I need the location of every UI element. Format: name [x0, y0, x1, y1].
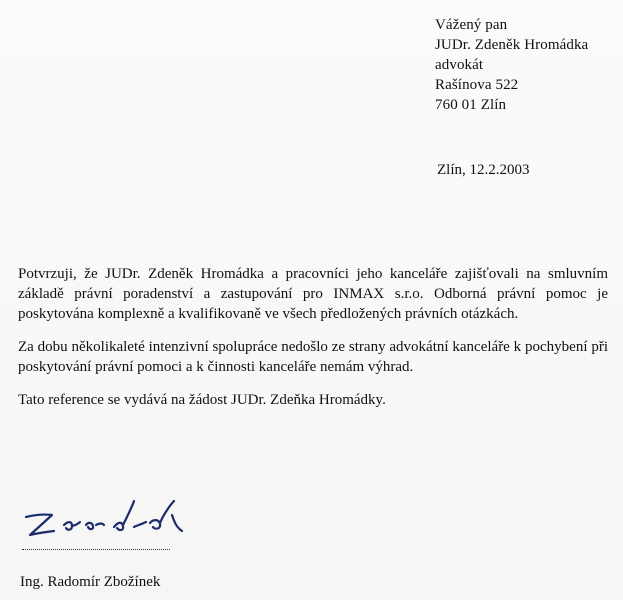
recipient-city: 760 01 Zlín: [435, 97, 507, 113]
body-paragraph-2: Za dobu několikaleté intenzivní spolupráce nedošlo ze strany advokátní kanceláře k pochybení při poskytování právní pomoci a k činnosti kanceláře nemám výhrad.: [18, 339, 608, 375]
letter-body: [18, 264, 608, 423]
signer-name: Ing. Radomír Zbožínek: [20, 574, 161, 590]
recipient-street: Rašínova 522: [435, 77, 519, 93]
body-paragraph-1: Potvrzuji, že JUDr. Zdeněk Hromádka a pracovníci jeho kanceláře zajišťovali na smluvním základě právní poradenství a zastupování pro INMAX s.r.o. Odborná právní pomoc je poskytována komplexně a kvalifikovaně ve všech předložených právních otázkách.: [18, 266, 608, 322]
signature-line: [22, 549, 170, 550]
recipient-salutation: Vážený pan: [435, 17, 508, 33]
body-paragraph-3: Tato reference se vydává na žádost JUDr. Zdeňka Hromádky.: [18, 392, 386, 408]
recipient-name: JUDr. Zdeněk Hromádka: [435, 37, 589, 53]
letter-date: Zlín, 12.2.2003: [437, 162, 530, 178]
recipient-address: [435, 15, 588, 115]
recipient-title: advokát: [435, 57, 484, 73]
handwritten-signature: [22, 495, 192, 553]
